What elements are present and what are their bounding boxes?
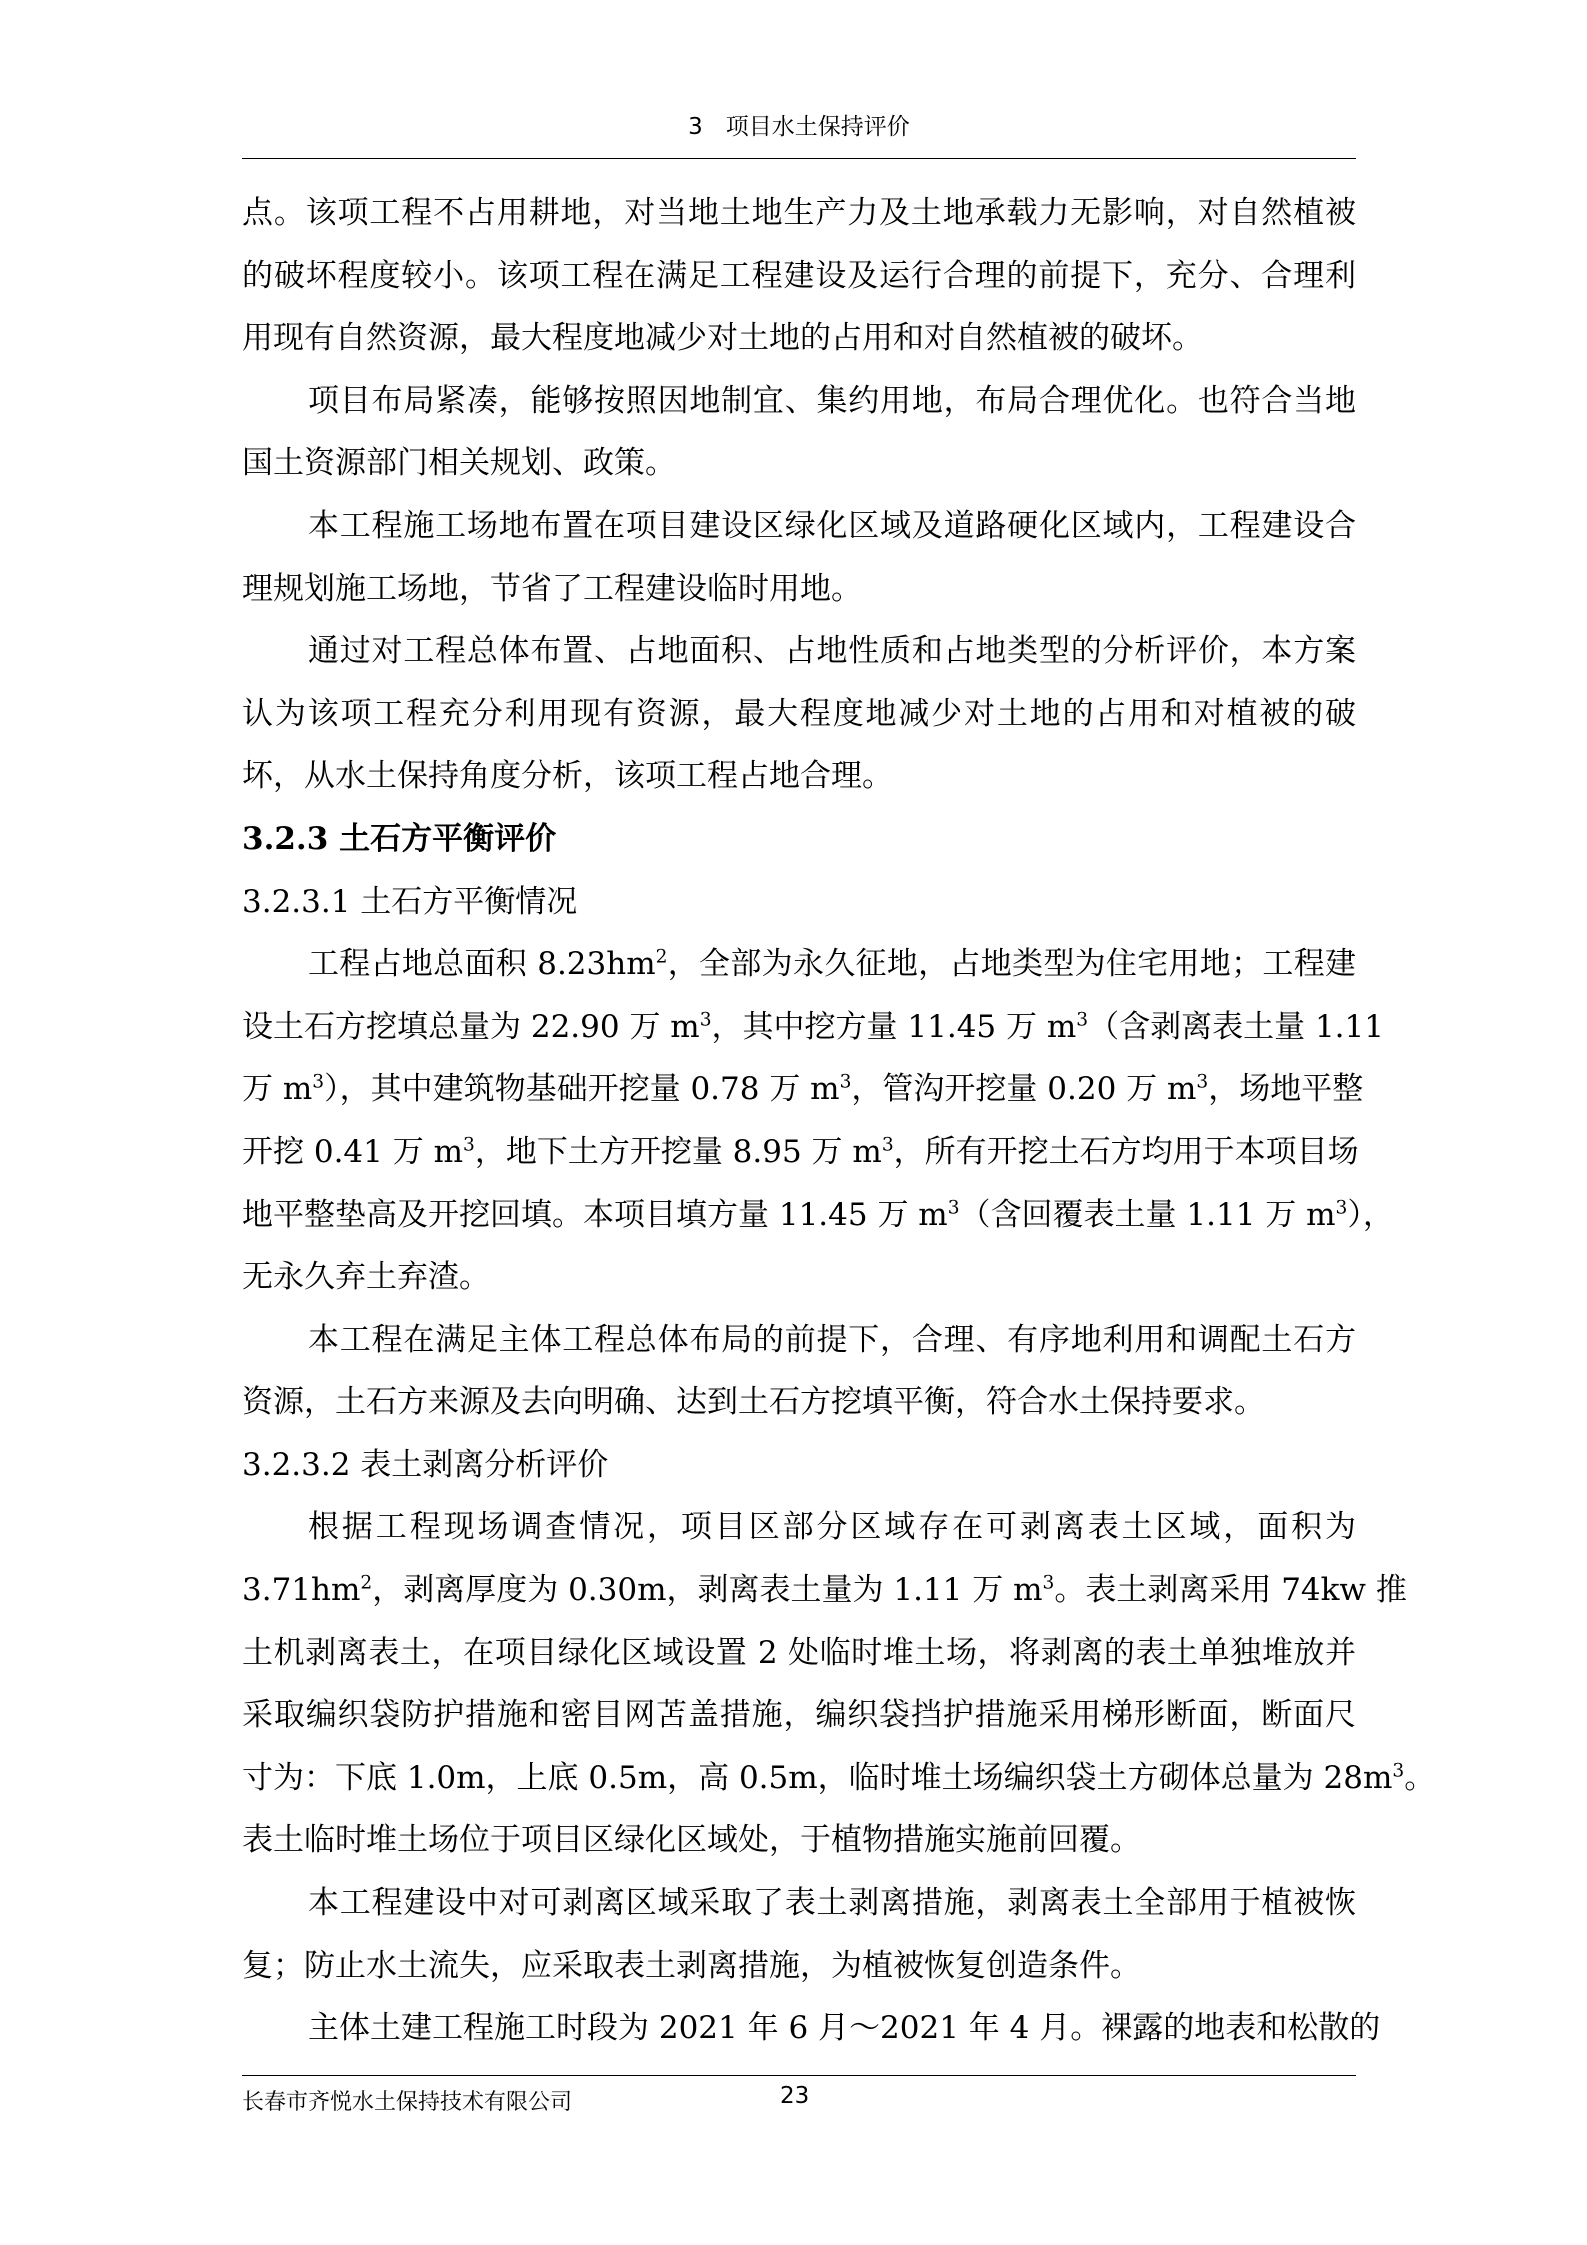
text-line: 主体土建工程施工时段为 2021 年 6 月～2021 年 4 月。裸露的地表和松散的 xyxy=(308,2010,1381,2047)
text-line: 采取编织袋防护措施和密目网苫盖措施，编织袋挡护措施采用梯形断面，断面尺 xyxy=(242,1697,1356,1734)
text-line: 本工程建设中对可剥离区域采取了表土剥离措施，剥离表土全部用于植被恢 xyxy=(308,1885,1356,1922)
text-line: 寸为：下底 1.0m，上底 0.5m，高 0.5m，临时堆土场编织袋土方砌体总量为 $28m^3$。 xyxy=(242,1759,1436,1796)
text-line: 通过对工程总体布置、占地面积、占地性质和占地类型的分析评价，本方案 xyxy=(308,633,1356,670)
text-line: 地平整垫高及开挖回填。本项目填方量 11.45 万 $m^3$（含回覆表土量 1.11 万 $m^3$）， xyxy=(242,1196,1394,1233)
footer-company: 长春市齐悦水土保持技术有限公司 xyxy=(242,2090,573,2115)
text-line: 用现有自然资源，最大程度地减少对土地的占用和对自然植被的破坏。 xyxy=(242,320,1203,357)
text-line: 国土资源部门相关规划、政策。 xyxy=(242,445,676,482)
text-line: 的破坏程度较小。该项工程在满足工程建设及运行合理的前提下，充分、合理利 xyxy=(242,257,1356,294)
footer-rule xyxy=(242,2075,1356,2076)
text-line: $3.71hm^2$，剥离厚度为 0.30m，剥离表土量为 1.11 万 $m^3$。表土剥离采用 74kw 推 xyxy=(242,1572,1407,1609)
text-line: 根据工程现场调查情况，项目区部分区域存在可剥离表土区域，面积为 xyxy=(308,1509,1356,1546)
text-line: 认为该项工程充分利用现有资源，最大程度地减少对土地的占用和对植被的破 xyxy=(242,695,1356,732)
text-line: 万 $m^3$），其中建筑物基础开挖量 0.78 万 $m^3$，管沟开挖量 0.20 万 $m^3$，场地平整 xyxy=(242,1071,1364,1108)
body-text xyxy=(242,182,1436,2060)
text-line: 土机剥离表土，在项目绿化区域设置 2 处临时堆土场，将剥离的表土单独堆放并 xyxy=(242,1634,1356,1671)
text-line: 复；防止水土流失，应采取表土剥离措施，为植被恢复创造条件。 xyxy=(242,1947,1141,1984)
text-line: 资源，土石方来源及去向明确、达到土石方挖填平衡，符合水土保持要求。 xyxy=(242,1384,1265,1421)
text-line: 工程占地总面积 $8.23hm^2$，全部为永久征地，占地类型为住宅用地；工程建 xyxy=(308,946,1356,983)
text-line: 3.2.3.1 土石方平衡情况 xyxy=(242,883,578,920)
text-line: 理规划施工场地，节省了工程建设临时用地。 xyxy=(242,570,862,607)
text-line: 点。该项工程不占用耕地，对当地土地生产力及土地承载力无影响，对自然植被 xyxy=(242,195,1356,231)
text-line: 本工程施工场地布置在项目建设区绿化区域及道路硬化区域内，工程建设合 xyxy=(308,507,1356,544)
text-line: 设土石方挖填总量为 22.90 万 $m^3$，其中挖方量 11.45 万 $m^3$（含剥离表土量 1.11 xyxy=(242,1008,1384,1045)
text-line: 表土临时堆土场位于项目区绿化区域处，于植物措施实施前回覆。 xyxy=(242,1822,1141,1859)
header-rule xyxy=(242,158,1356,159)
text-line: 本工程在满足主体工程总体布局的前提下，合理、有序地利用和调配土石方 xyxy=(308,1321,1356,1358)
text-line: 3.2.3.2 表土剥离分析评价 xyxy=(242,1446,609,1483)
text-line: 开挖 0.41 万 $m^3$，地下土方开挖量 8.95 万 $m^3$，所有开挖土石方均用于本项目场 xyxy=(242,1133,1359,1170)
text-line: 项目布局紧凑，能够按照因地制宜、集约用地，布局合理优化。也符合当地 xyxy=(308,382,1356,419)
section-heading: 3.2.3 土石方平衡评价 xyxy=(242,820,557,857)
page-header: 3 项目水土保持评价 xyxy=(688,114,910,140)
text-line: 无永久弃土弃渣。 xyxy=(242,1259,490,1296)
page-number: 23 xyxy=(780,2083,810,2109)
text-line: 坏，从水土保持角度分析，该项工程占地合理。 xyxy=(242,758,893,795)
